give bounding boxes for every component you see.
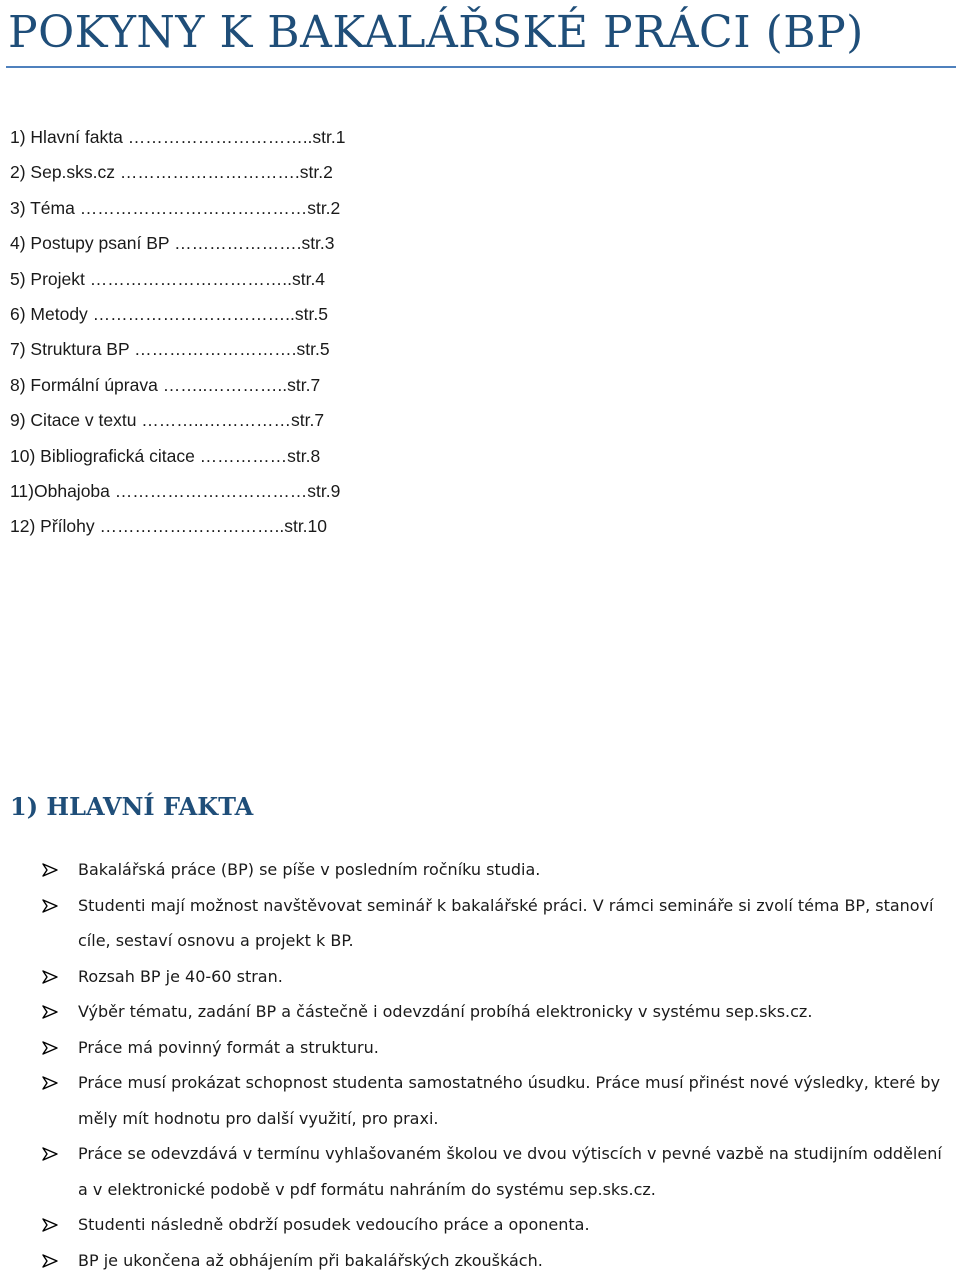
- list-item: [40, 959, 952, 995]
- toc-item: 6) Metody ……………………………..str.5: [10, 297, 345, 332]
- list-item-text: Práce se odevzdává v termínu vyhlašovaném školou ve dvou výtiscích v pevné vazbě na studijním oddělení a v elektronické podobě v pdf formátu nahráním do systému sep.sks.cz.: [78, 1144, 942, 1199]
- list-item: [40, 1030, 952, 1066]
- arrowhead-bullet-icon: [42, 1218, 58, 1232]
- document-title: POKYNY K BAKALÁŘSKÉ PRÁCI (BP): [8, 2, 864, 64]
- list-item: [40, 994, 952, 1030]
- arrowhead-bullet-icon: [42, 899, 58, 913]
- arrowhead-bullet-icon: [42, 970, 58, 984]
- list-item: [40, 1136, 952, 1207]
- title-underline: [6, 66, 956, 68]
- arrowhead-bullet-icon: [42, 1254, 58, 1268]
- list-item: [40, 1065, 952, 1136]
- toc-item: 1) Hlavní fakta …………………………..str.1: [10, 120, 345, 155]
- list-item: [40, 1243, 952, 1278]
- toc-item: 3) Téma …………………………………str.2: [10, 191, 345, 226]
- list-item-text: Rozsah BP je 40-60 stran.: [78, 967, 283, 986]
- list-item: [40, 888, 952, 959]
- table-of-contents: [10, 120, 345, 545]
- list-item-text: Studenti následně obdrží posudek vedoucího práce a oponenta.: [78, 1215, 590, 1234]
- arrowhead-bullet-icon: [42, 1147, 58, 1161]
- toc-item: 9) Citace v textu ………..……………str.7: [10, 403, 345, 438]
- arrowhead-bullet-icon: [42, 863, 58, 877]
- toc-item: 8) Formální úprava ……..…………..str.7: [10, 368, 345, 403]
- toc-item: 2) Sep.sks.cz ………………………….str.2: [10, 155, 345, 190]
- list-item-text: Bakalářská práce (BP) se píše v posledním ročníku studia.: [78, 860, 540, 879]
- toc-item: 4) Postupy psaní BP ………………….str.3: [10, 226, 345, 261]
- arrowhead-bullet-icon: [42, 1041, 58, 1055]
- arrowhead-bullet-icon: [42, 1076, 58, 1090]
- list-item-text: Výběr tématu, zadání BP a částečně i odevzdání probíhá elektronicky v systému sep.sks.cz.: [78, 1002, 812, 1021]
- toc-item: 7) Struktura BP ……………………….str.5: [10, 332, 345, 367]
- section-heading-hlavni-fakta: 1) HLAVNÍ FAKTA: [10, 787, 253, 827]
- hlavni-fakta-list: [40, 852, 952, 1278]
- toc-item: 11)Obhajoba ……………………………str.9: [10, 474, 345, 509]
- list-item: [40, 1207, 952, 1243]
- list-item-text: Studenti mají možnost navštěvovat seminář k bakalářské práci. V rámci semináře si zvolí téma BP, stanoví cíle, sestaví osnovu a projekt k BP.: [78, 896, 934, 951]
- list-item-text: Práce musí prokázat schopnost studenta samostatného úsudku. Práce musí přinést nové výsledky, které by měly mít hodnotu pro další využití, pro praxi.: [78, 1073, 940, 1128]
- toc-item: 12) Přílohy …………………………..str.10: [10, 509, 345, 544]
- toc-item: 5) Projekt ……………………………..str.4: [10, 262, 345, 297]
- list-item: [40, 852, 952, 888]
- toc-item: 10) Bibliografická citace ……………str.8: [10, 439, 345, 474]
- list-item-text: BP je ukončena až obhájením při bakalářských zkouškách.: [78, 1251, 543, 1270]
- arrowhead-bullet-icon: [42, 1005, 58, 1019]
- list-item-text: Práce má povinný formát a strukturu.: [78, 1038, 379, 1057]
